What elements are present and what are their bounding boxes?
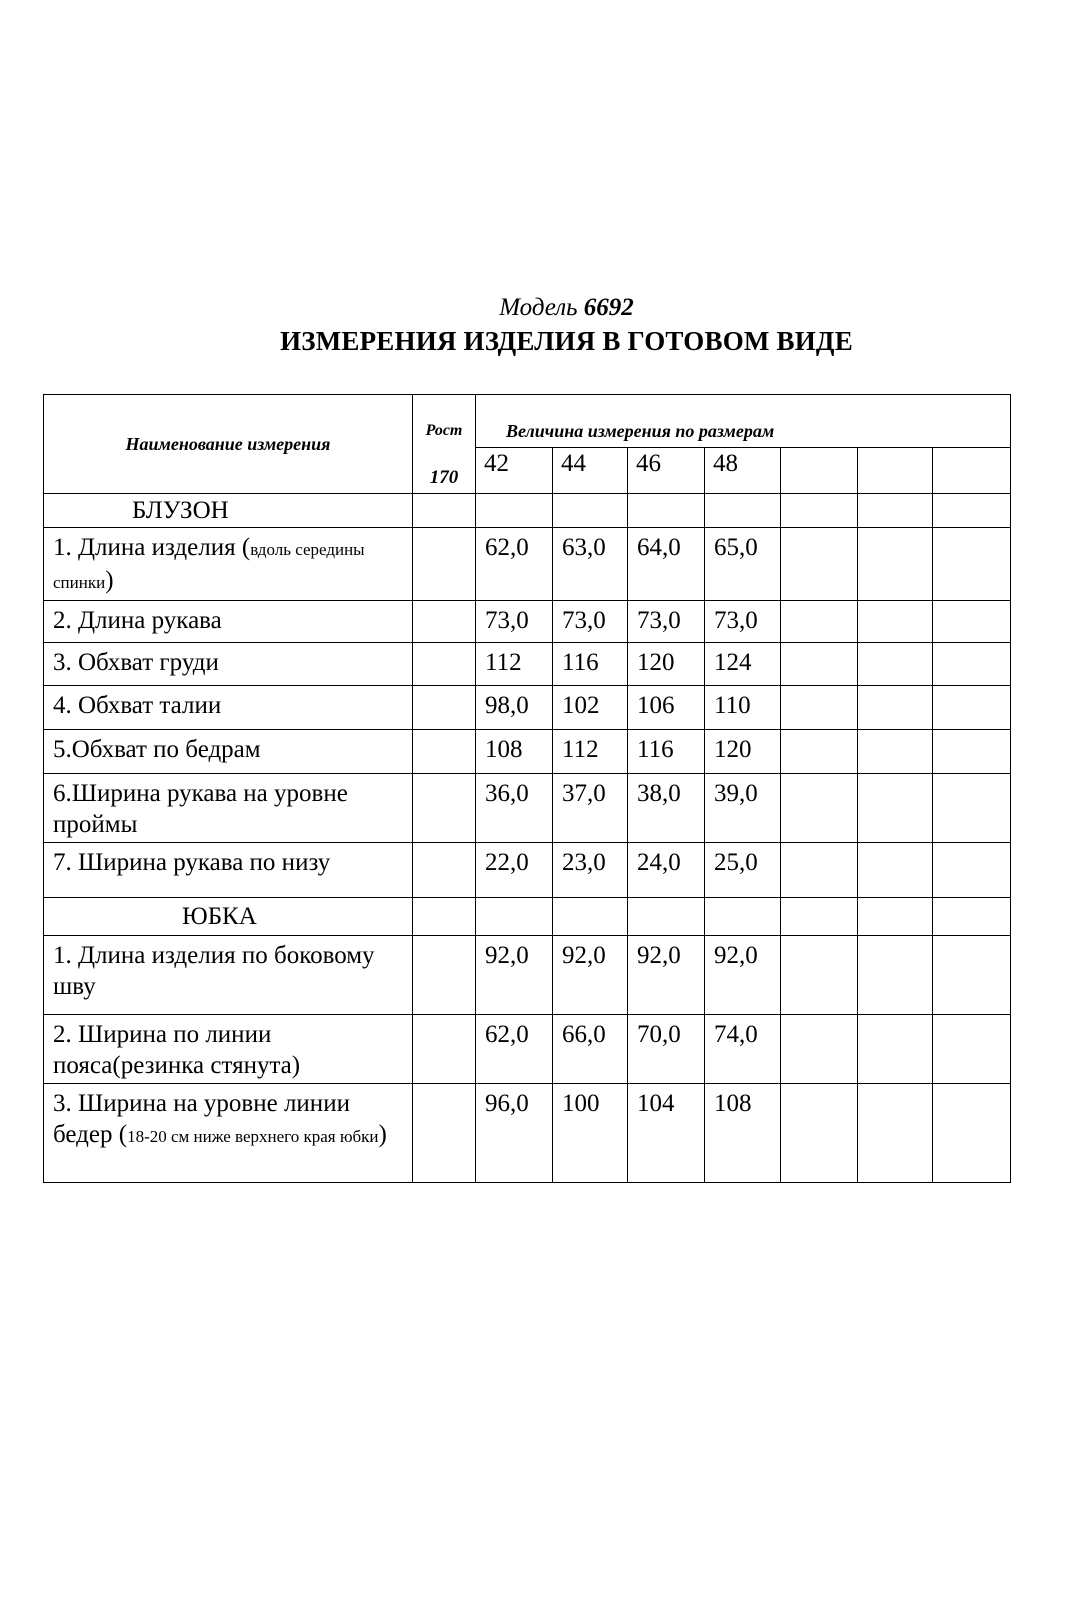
measurement-name: 5.Обхват по бедрам xyxy=(44,730,413,774)
empty-cell xyxy=(705,898,781,936)
section-row xyxy=(44,494,1011,528)
size-header-cell: 46 xyxy=(628,448,705,494)
value-cell: 73,0 xyxy=(705,601,781,643)
table-row xyxy=(44,1084,1011,1183)
value-cell: 100 xyxy=(553,1084,628,1183)
empty-cell xyxy=(781,730,858,774)
empty-cell xyxy=(933,774,1011,843)
value-cell: 62,0 xyxy=(476,1015,553,1084)
empty-cell xyxy=(933,936,1011,1015)
table-row xyxy=(44,601,1011,643)
value-cell: 23,0 xyxy=(553,843,628,898)
value-cell: 22,0 xyxy=(476,843,553,898)
value-cell: 73,0 xyxy=(553,601,628,643)
empty-cell xyxy=(858,528,933,601)
empty-cell xyxy=(476,494,553,528)
empty-cell xyxy=(413,843,476,898)
value-cell: 124 xyxy=(705,643,781,686)
measurement-name: 1. Длина изделия по боковому шву xyxy=(44,936,413,1015)
height-value: 170 xyxy=(429,467,459,488)
value-cell: 116 xyxy=(628,730,705,774)
section-title: БЛУЗОН xyxy=(44,494,413,528)
empty-cell xyxy=(858,494,933,528)
size-header-cell: 48 xyxy=(705,448,781,494)
empty-cell xyxy=(858,1084,933,1183)
value-cell: 92,0 xyxy=(628,936,705,1015)
measurement-note: вдоль середины спинки xyxy=(53,540,365,592)
empty-cell xyxy=(476,898,553,936)
column-header-height xyxy=(413,395,476,494)
empty-cell xyxy=(933,601,1011,643)
measurement-name: 3. Обхват груди xyxy=(44,643,413,686)
empty-cell xyxy=(413,1015,476,1084)
table-row xyxy=(44,774,1011,843)
value-cell: 65,0 xyxy=(705,528,781,601)
empty-cell xyxy=(781,774,858,843)
empty-cell xyxy=(933,643,1011,686)
empty-cell xyxy=(553,494,628,528)
value-cell: 63,0 xyxy=(553,528,628,601)
empty-cell xyxy=(858,686,933,730)
size-header-cell xyxy=(858,448,933,494)
empty-cell xyxy=(413,494,476,528)
section-row xyxy=(44,898,1011,936)
empty-cell xyxy=(413,936,476,1015)
empty-cell xyxy=(858,1015,933,1084)
measurement-name: 2. Длина рукава xyxy=(44,601,413,643)
model-label: Модель xyxy=(499,294,578,321)
empty-cell xyxy=(781,898,858,936)
empty-cell xyxy=(933,730,1011,774)
value-cell: 108 xyxy=(476,730,553,774)
table-row xyxy=(44,936,1011,1015)
value-cell: 92,0 xyxy=(476,936,553,1015)
measurements-table xyxy=(43,394,1011,1183)
model-line xyxy=(0,294,1066,322)
empty-cell xyxy=(781,686,858,730)
size-header-cell: 42 xyxy=(476,448,553,494)
table-row xyxy=(44,730,1011,774)
value-cell: 39,0 xyxy=(705,774,781,843)
empty-cell xyxy=(781,494,858,528)
table-row xyxy=(44,1015,1011,1084)
empty-cell xyxy=(858,898,933,936)
measurement-note: 18-20 см ниже верхнего края юбки xyxy=(127,1127,379,1146)
empty-cell xyxy=(858,601,933,643)
value-cell: 25,0 xyxy=(705,843,781,898)
value-cell: 116 xyxy=(553,643,628,686)
empty-cell xyxy=(413,730,476,774)
value-cell: 112 xyxy=(476,643,553,686)
empty-cell xyxy=(858,936,933,1015)
empty-cell xyxy=(933,898,1011,936)
empty-cell xyxy=(553,898,628,936)
table-row xyxy=(44,686,1011,730)
value-cell: 98,0 xyxy=(476,686,553,730)
table-row xyxy=(44,643,1011,686)
value-cell: 92,0 xyxy=(705,936,781,1015)
size-header-cell xyxy=(933,448,1011,494)
value-cell: 24,0 xyxy=(628,843,705,898)
table-row xyxy=(44,528,1011,601)
value-cell: 110 xyxy=(705,686,781,730)
empty-cell xyxy=(781,601,858,643)
value-cell: 108 xyxy=(705,1084,781,1183)
section-title: ЮБКА xyxy=(44,898,413,936)
value-cell: 62,0 xyxy=(476,528,553,601)
height-label: Рост xyxy=(425,422,463,439)
value-cell: 36,0 xyxy=(476,774,553,843)
empty-cell xyxy=(858,774,933,843)
empty-cell xyxy=(781,843,858,898)
empty-cell xyxy=(413,601,476,643)
empty-cell xyxy=(413,774,476,843)
empty-cell xyxy=(933,1084,1011,1183)
size-header-cell xyxy=(781,448,858,494)
empty-cell xyxy=(933,494,1011,528)
empty-cell xyxy=(858,843,933,898)
value-cell: 38,0 xyxy=(628,774,705,843)
page-title: ИЗМЕРЕНИЯ ИЗДЕЛИЯ В ГОТОВОМ ВИДЕ xyxy=(280,326,853,356)
value-cell: 102 xyxy=(553,686,628,730)
empty-cell xyxy=(858,730,933,774)
measurement-name: 7. Ширина рукава по низу xyxy=(44,843,413,898)
measurement-name: 1. Длина изделия (вдоль середины спинки) xyxy=(44,528,413,601)
table-row xyxy=(44,843,1011,898)
measurement-name: 6.Ширина рукава на уровне проймы xyxy=(44,774,413,843)
column-header-values: Величина измерения по размерам xyxy=(476,395,1011,448)
empty-cell xyxy=(781,643,858,686)
empty-cell xyxy=(933,1015,1011,1084)
empty-cell xyxy=(933,528,1011,601)
value-cell: 92,0 xyxy=(553,936,628,1015)
value-cell: 104 xyxy=(628,1084,705,1183)
empty-cell xyxy=(781,936,858,1015)
empty-cell xyxy=(628,494,705,528)
value-cell: 120 xyxy=(705,730,781,774)
value-cell: 37,0 xyxy=(553,774,628,843)
empty-cell xyxy=(628,898,705,936)
value-cell: 70,0 xyxy=(628,1015,705,1084)
empty-cell xyxy=(933,843,1011,898)
value-cell: 96,0 xyxy=(476,1084,553,1183)
empty-cell xyxy=(781,1084,858,1183)
empty-cell xyxy=(413,898,476,936)
measurement-name: 4. Обхват талии xyxy=(44,686,413,730)
empty-cell xyxy=(413,643,476,686)
value-cell: 73,0 xyxy=(628,601,705,643)
empty-cell xyxy=(413,686,476,730)
value-cell: 74,0 xyxy=(705,1015,781,1084)
value-cell: 64,0 xyxy=(628,528,705,601)
measurement-name: 2. Ширина по линии пояса(резинка стянута) xyxy=(44,1015,413,1084)
value-cell: 66,0 xyxy=(553,1015,628,1084)
empty-cell xyxy=(781,1015,858,1084)
column-header-name: Наименование измерения xyxy=(44,395,413,494)
model-number: 6692 xyxy=(583,294,634,321)
measurement-name: 3. Ширина на уровне линии бедер (18-20 см ниже верхнего края юбки) xyxy=(44,1084,413,1183)
value-cell: 73,0 xyxy=(476,601,553,643)
empty-cell xyxy=(781,528,858,601)
size-header-cell: 44 xyxy=(553,448,628,494)
empty-cell xyxy=(933,686,1011,730)
empty-cell xyxy=(413,1084,476,1183)
empty-cell xyxy=(413,528,476,601)
empty-cell xyxy=(858,643,933,686)
value-cell: 112 xyxy=(553,730,628,774)
value-cell: 120 xyxy=(628,643,705,686)
empty-cell xyxy=(705,494,781,528)
value-cell: 106 xyxy=(628,686,705,730)
